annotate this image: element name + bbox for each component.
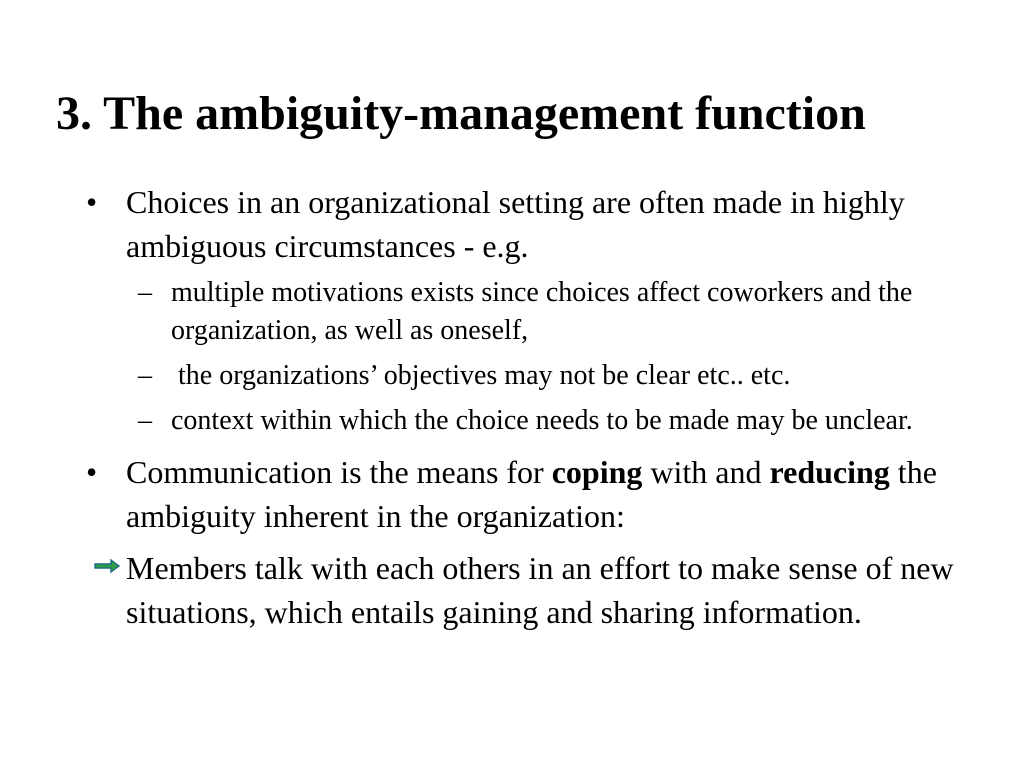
sub-item-text: the organizations’ objectives may not be clear etc.. etc. [171,360,791,391]
bullet-item-choices [0,180,1024,268]
bullet-icon: • [86,454,98,490]
sub-item-context [0,402,1024,440]
sub-item-objectives [0,357,1024,395]
dash-icon: – [138,405,152,436]
slide-body [0,176,1024,634]
emphasis-reducing: reducing [769,454,890,490]
sub-item-motivations [0,274,1024,350]
bullet-text: Choices in an organizational setting are often made in highly ambiguous circumstances - e.g. [126,184,905,264]
arrow-item-text: Members talk with each others in an effort to make sense of new situations, which entails gaining and sharing information. [126,550,954,630]
bullet-item-communication [0,450,1024,538]
bullet-text-part: the ambiguity inherent in the organization: [126,454,937,534]
bullet-text-part: Communication is the means for [126,454,552,490]
sub-item-text: context within which the choice needs to be made may be unclear. [171,405,913,436]
bullet-text-part: with and [642,454,770,490]
dash-icon: – [138,360,152,391]
slide-title: 3. The ambiguity-management function [56,87,866,140]
arrow-item-members [0,546,1024,634]
sub-item-text: multiple motivations exists since choices affect coworkers and the organization, as well as oneself, [171,277,913,346]
dash-icon: – [138,277,152,308]
emphasis-coping: coping [551,454,643,490]
bullet-icon: • [86,184,98,220]
green-arrow-icon [94,558,120,574]
